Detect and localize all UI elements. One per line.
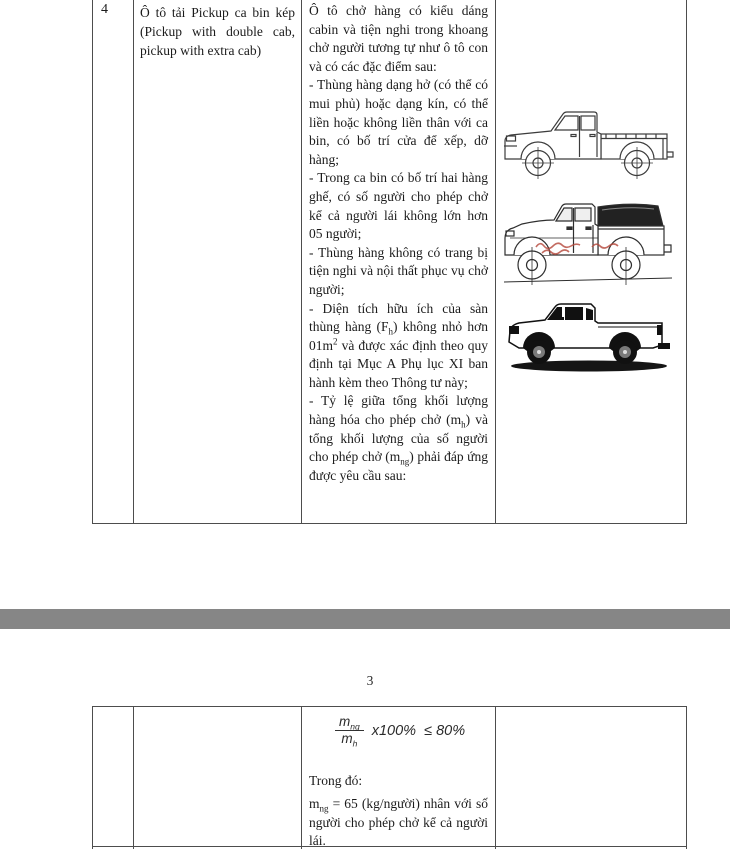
vehicle-name-cell xyxy=(133,0,301,523)
pickup-canopy-drawing-image xyxy=(502,193,674,289)
vehicle-classification-table-continued xyxy=(92,706,687,849)
row-number-cell-empty xyxy=(92,707,133,849)
vehicle-description-cell xyxy=(301,0,495,523)
vehicle-images-cell xyxy=(495,0,687,523)
where-label: Trong đó: xyxy=(309,773,363,788)
description-paragraph: - Thùng hàng dạng hở (có thể có mui phủ) hoặc dạng kín, có thể liền hoặc không liền thân với ca bin, có bố trí cửa để xếp, dỡ hàng; xyxy=(309,77,488,167)
mass-ratio-formula xyxy=(335,714,465,747)
formula-cell xyxy=(301,707,495,849)
vehicle-name-cell-empty xyxy=(133,707,301,849)
pickup-extra-cab-photo-image xyxy=(505,293,673,377)
row-number: 4 xyxy=(101,2,108,17)
row-number-cell xyxy=(92,0,133,523)
fraction-denominator: $m_h$ xyxy=(341,731,358,749)
fraction-numerator: $m_{ng}$ xyxy=(335,714,364,731)
pickup-double-cab-drawing-image xyxy=(502,102,678,188)
description-paragraph: - Thùng hàng không có trang bị tiện nghi và nội thất phục vụ chở người; xyxy=(309,244,488,297)
page-number: 3 xyxy=(366,673,374,688)
vehicle-classification-table xyxy=(92,0,687,524)
vehicle-images-cell-empty xyxy=(495,707,687,849)
description-paragraph: Ô tô chở hàng có kiểu dáng cabin và tiện nghi trong khoang chở người tương tự như ô tô con và có các đặc điểm sau: xyxy=(309,3,488,74)
description-paragraph: - Diện tích hữu ích của sàn thùng hàng $(F_h)$ không nhỏ hơn $01m^2$ và được xác định theo quy định tại Mục A Phụ lục XI ban hành kèm theo Thông tư này; xyxy=(309,300,488,390)
fraction xyxy=(335,714,364,747)
description-paragraph: - Trong ca bin có bố trí hai hàng ghế, có số người cho phép chở kể cả người lái không lớn hơn 05 người; xyxy=(309,170,488,242)
row-divider-line xyxy=(92,846,687,847)
description-paragraph: - Tỷ lệ giữa tổng khối lượng hàng hóa cho phép chở $(m_h)$ và tổng khối lượng của số người cho phép chở $(m_{ng})$ phải đáp ứng được yêu cầu sau: xyxy=(309,393,488,483)
formula-note: $m_{ng} = 65$ (kg/người) nhân với số người cho phép chở kể cả người lái. xyxy=(309,796,488,849)
page-separator-bar xyxy=(0,609,730,629)
vehicle-name: Ô tô tải Pickup ca bin kép (Pickup with double cab, pickup with extra cab) xyxy=(140,5,295,58)
formula-rhs: x100% ≤ 80% xyxy=(371,722,466,739)
